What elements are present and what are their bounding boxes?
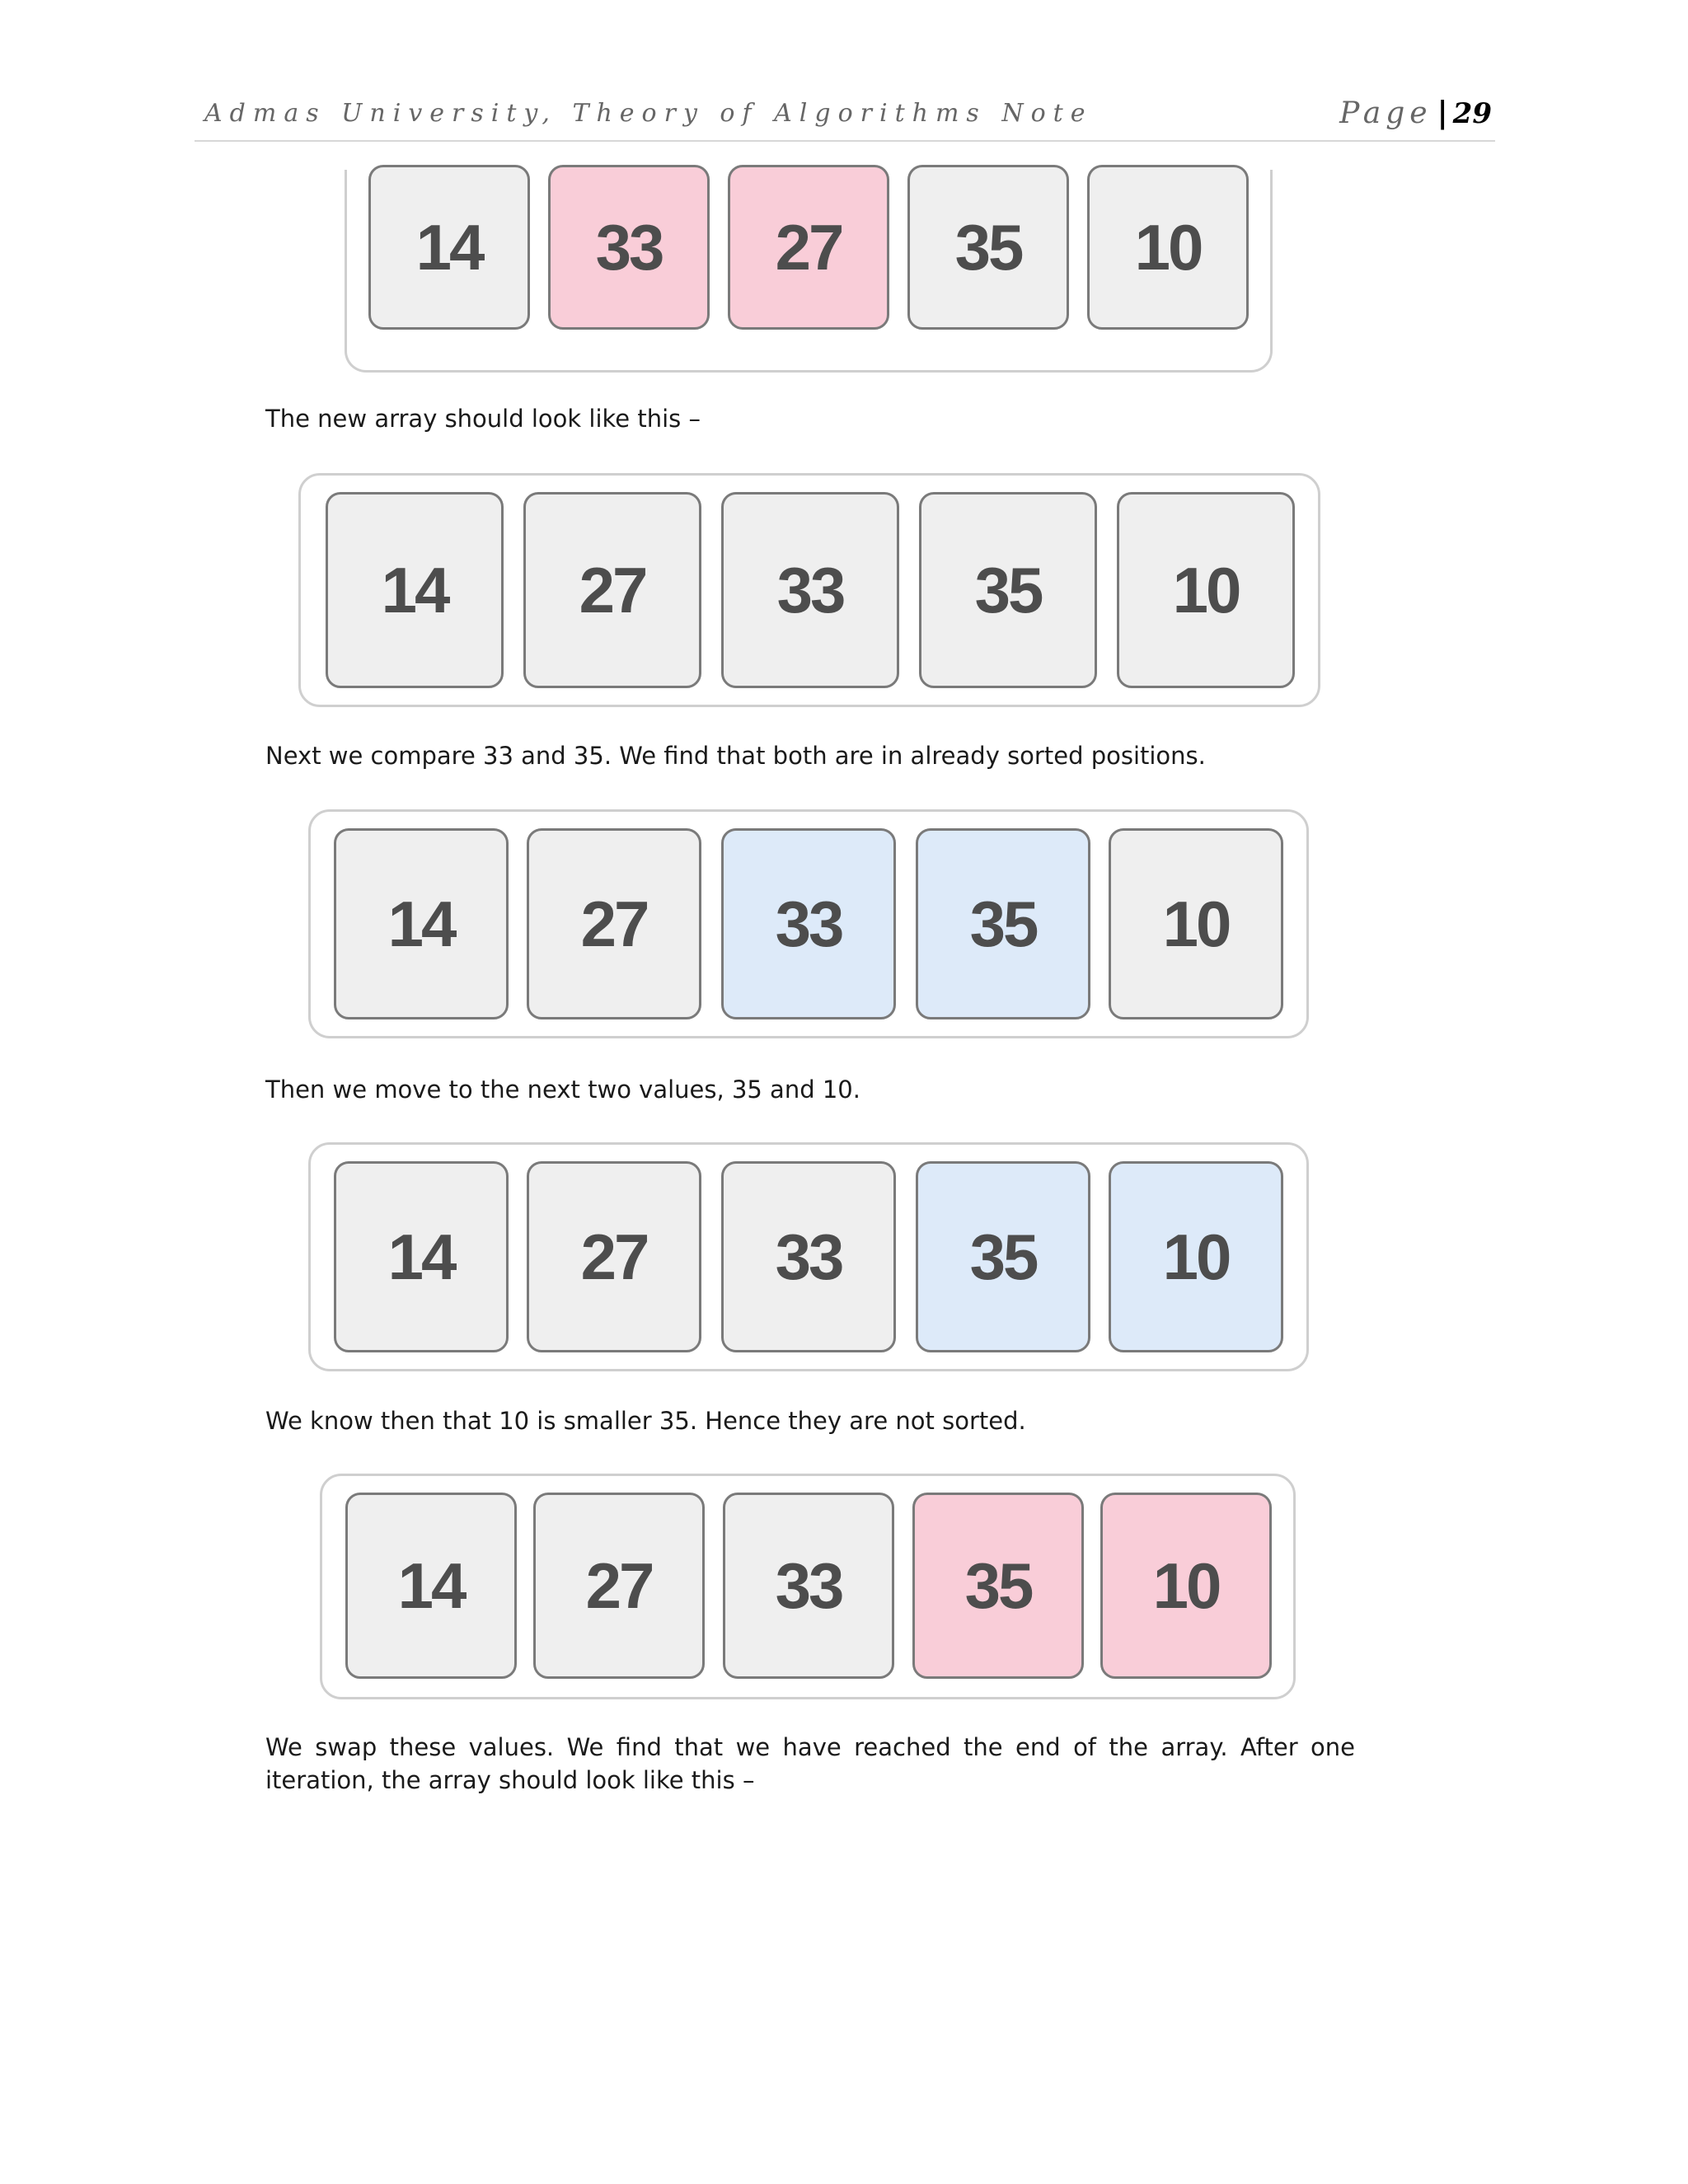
paragraph-1: The new array should look like this – (265, 405, 701, 433)
array-cell: 35 (916, 1161, 1090, 1352)
array-cell: 10 (1109, 828, 1283, 1019)
page-separator: | (1437, 96, 1448, 130)
array-cell: 35 (919, 492, 1097, 688)
array-cell: 27 (533, 1493, 705, 1679)
array-cell: 33 (548, 165, 710, 330)
array-diagram-3 (308, 809, 1309, 1038)
paragraph-5-line-2: iteration, the array should look like this – (265, 1766, 755, 1794)
array-cell: 27 (527, 828, 701, 1019)
array-cell: 10 (1100, 1493, 1272, 1679)
array-cell: 27 (728, 165, 889, 330)
array-cell: 33 (721, 1161, 896, 1352)
page-number-label (1339, 96, 1492, 130)
document-title: Admas University, Theory of Algorithms Note (204, 99, 1093, 128)
array-cell: 33 (723, 1493, 894, 1679)
array-cell: 35 (916, 828, 1090, 1019)
paragraph-2: Next we compare 33 and 35. We find that both are in already sorted positions. (265, 742, 1206, 770)
array-cell: 33 (721, 492, 899, 688)
array-diagram-4 (308, 1142, 1309, 1371)
page-number: 29 (1452, 97, 1492, 130)
paragraph-5-line-1: We swap these values. We find that we have reached the end of the array. After one (265, 1733, 1355, 1761)
array-cell: 35 (907, 165, 1069, 330)
page-header (195, 92, 1495, 142)
array-cell: 14 (334, 1161, 509, 1352)
array-cell: 10 (1109, 1161, 1283, 1352)
array-diagram-2 (298, 473, 1320, 707)
array-cell: 35 (912, 1493, 1084, 1679)
array-cell: 10 (1117, 492, 1295, 688)
paragraph-3: Then we move to the next two values, 35 and 10. (265, 1076, 860, 1104)
array-cell: 33 (721, 828, 896, 1019)
array-cell: 14 (326, 492, 504, 688)
array-cell: 14 (334, 828, 509, 1019)
array-diagram-1 (345, 170, 1273, 373)
array-cell: 10 (1087, 165, 1249, 330)
array-cell: 27 (527, 1161, 701, 1352)
array-cell: 14 (345, 1493, 517, 1679)
array-cell: 27 (523, 492, 701, 688)
paragraph-5 (265, 1731, 1355, 1797)
page-label: Page (1339, 96, 1432, 130)
array-cell: 14 (368, 165, 530, 330)
array-diagram-5 (320, 1474, 1296, 1699)
paragraph-4: We know then that 10 is smaller 35. Hence they are not sorted. (265, 1407, 1026, 1435)
